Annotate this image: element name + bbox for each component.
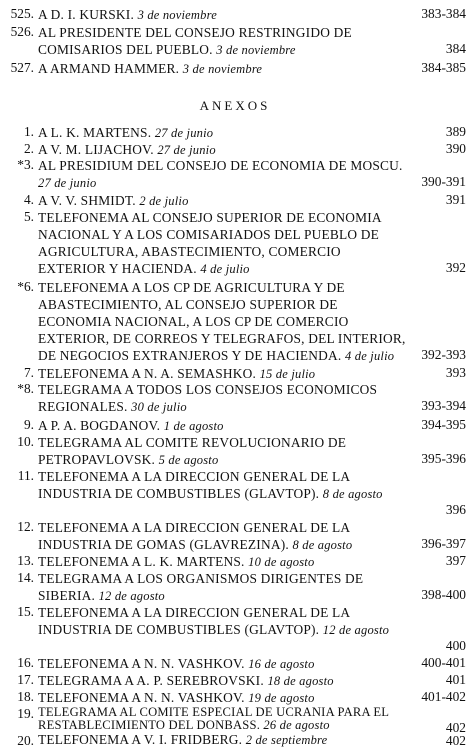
entry-title: TELEGRAMA A LOS ORGANISMOS DIRIGENTES DE SIBERIA.	[38, 571, 364, 603]
entry-date: 12 de agosto	[322, 623, 390, 637]
entry-page: 393-394	[421, 398, 466, 413]
entry-page: 384-385	[421, 60, 466, 75]
entry-number: 16.	[17, 655, 34, 670]
entry-title: TELEFONEMA A LA DIRECCION GENERAL DE LA INDUSTRIA DE COMBUSTIBLES (GLAVTOP).	[38, 605, 350, 637]
entry-title: A D. I. KURSKI.	[38, 7, 134, 22]
entry-number: 17.	[17, 672, 34, 687]
entry-title: TELEFONEMA A LOS CP DE AGRICULTURA Y DE ABASTECIMIENTO, AL CONSEJO SUPERIOR DE ECONOMIA NACIONAL, A LOS CP DE COMERCIO EXTERIOR, DE CORREOS Y TELEGRAFOS, DEL INTERIOR, DE NEGOCIOS EXTRANJEROS Y DE HACIENDA.	[38, 280, 406, 363]
entry-number: 5.	[23, 209, 34, 224]
entry-title: TELEGRAMA AL COMITE ESPECIAL DE UCRANIA PARA EL RESTABLECIMIENTO DEL DONBASS.	[38, 705, 389, 732]
entry-title: A V. M. LIJACHOV.	[38, 142, 154, 157]
entry-page: 401	[445, 672, 466, 687]
entry-page: 394-395	[421, 417, 466, 432]
entry-number: 15.	[17, 604, 34, 619]
entry-page: 392	[445, 260, 466, 275]
entry-number: 4.	[23, 192, 34, 207]
entry-number: 9.	[23, 417, 34, 432]
entry-title: AL PRESIDIUM DEL CONSEJO DE ECONOMIA DE MOSCU.	[38, 158, 403, 173]
entry-date: 27 de junio	[38, 176, 97, 190]
entry-title: TELEFONEMA A N. N. VASHKOV.	[38, 656, 245, 671]
entry-title: A V. V. SHMIDT.	[38, 193, 136, 208]
entry-page: 402	[445, 720, 466, 735]
entry-date: 30 de julio	[131, 400, 187, 414]
entry-number: 525.	[10, 6, 34, 21]
entry-title: TELEGRAMA A TODOS LOS CONSEJOS ECONOMICOS REGIONALES.	[38, 382, 378, 414]
entry-page: 390	[445, 141, 466, 156]
entry-page: 402	[445, 733, 466, 748]
entry-page: 400	[445, 638, 466, 653]
entry-title: A L. K. MARTENS.	[38, 125, 152, 140]
entry-date: 15 de julio	[259, 367, 316, 381]
entry-number: *6.	[17, 279, 34, 294]
entry-date: 3 de noviembre	[137, 8, 217, 22]
entry-number: 10.	[17, 434, 34, 449]
entry-page: 391	[445, 192, 466, 207]
entry-page: 384	[445, 41, 466, 56]
entry-page: 389	[445, 124, 466, 139]
entry-number: 19.	[17, 706, 34, 721]
entry-page: 393	[445, 365, 466, 380]
entry-number: 527.	[10, 60, 34, 75]
entry-date: 12 de agosto	[98, 589, 165, 603]
entry-title: AL PRESIDENTE DEL CONSEJO RESTRINGIDO DE COMISARIOS DEL PUEBLO.	[38, 25, 352, 57]
entry-date: 4 de julio	[345, 349, 395, 363]
entry-page: 383-384	[421, 6, 466, 21]
entry-page: 396-397	[421, 536, 466, 551]
entry-date: 27 de junio	[157, 143, 216, 157]
entry-title: TELEFONEMA A LA DIRECCION GENERAL DE LA INDUSTRIA DE GOMAS (GLAVREZINA).	[38, 520, 350, 552]
entry-page: 392-393	[421, 347, 466, 362]
entry-title: TELEFONEMA A LA DIRECCION GENERAL DE LA INDUSTRIA DE COMBUSTIBLES (GLAVTOP).	[38, 469, 350, 501]
entry-number: 14.	[17, 570, 34, 585]
entry-date: 16 de agosto	[248, 657, 315, 671]
entry-date: 5 de agosto	[158, 453, 219, 467]
entry-title: TELEGRAMA AL COMITE REVOLUCIONARIO DE PETROPAVLOVSK.	[38, 435, 347, 467]
entry-number: 18.	[17, 689, 34, 704]
entry-date: 8 de agosto	[322, 487, 383, 501]
entry-date: 2 de julio	[139, 194, 189, 208]
entry-date: 10 de agosto	[248, 555, 315, 569]
entry-page: 400-401	[421, 655, 466, 670]
entry-number: 13.	[17, 553, 34, 568]
entry-date: 3 de noviembre	[216, 43, 296, 57]
entry-number: 1.	[23, 124, 34, 139]
entry-title: TELEGRAMA A A. P. SEREBROVSKI.	[38, 673, 264, 688]
entry-title: TELEFONEMA AL CONSEJO SUPERIOR DE ECONOMIA NACIONAL Y A LOS COMISARIADOS DEL PUEBLO DE AGRICULTURA, ABASTECIMIENTO, COMERCIO EXTERIOR Y HACIENDA.	[38, 210, 382, 276]
entry-number: 526.	[10, 24, 34, 39]
entry-page: 390-391	[421, 174, 466, 189]
entry-date: 3 de noviembre	[182, 62, 263, 76]
entry-title: A P. A. BOGDANOV.	[38, 418, 161, 433]
entry-number: *3.	[17, 157, 34, 172]
section-heading: ANEXOS	[199, 98, 271, 113]
entry-date: 8 de agosto	[292, 538, 353, 552]
entry-page: 397	[445, 553, 466, 568]
entry-date: 1 de agosto	[163, 419, 224, 433]
entry-number: 20.	[17, 733, 34, 748]
entry-title: TELEFONEMA A N. N. VASHKOV.	[38, 690, 245, 705]
entry-page: 396	[445, 502, 466, 517]
entry-number: *8.	[17, 381, 34, 396]
entry-title: TELEFONEMA A N. A. SEMASHKO.	[38, 366, 257, 381]
entry-title: TELEFONEMA A L. K. MARTENS.	[38, 554, 245, 569]
entry-page: 395-396	[421, 451, 466, 466]
entry-number: 12.	[17, 519, 34, 534]
entry-date: 27 de junio	[154, 126, 214, 140]
entry-page: 401-402	[421, 689, 466, 704]
entry-number: 7.	[23, 365, 34, 380]
entry-date: 19 de agosto	[248, 691, 315, 705]
entry-page: 398-400	[421, 587, 466, 602]
entry-date: 18 de agosto	[267, 674, 334, 688]
entry-number: 11.	[17, 468, 34, 483]
entry-title: TELEFONEMA A V. I. FRIDBERG.	[38, 732, 243, 747]
entry-number: 2.	[23, 141, 34, 156]
entry-date: 26 de agosto	[263, 718, 330, 732]
entry-title: A ARMAND HAMMER.	[38, 61, 180, 76]
entry-date: 2 de septiembre	[245, 733, 328, 747]
entry-date: 4 de julio	[200, 262, 250, 276]
